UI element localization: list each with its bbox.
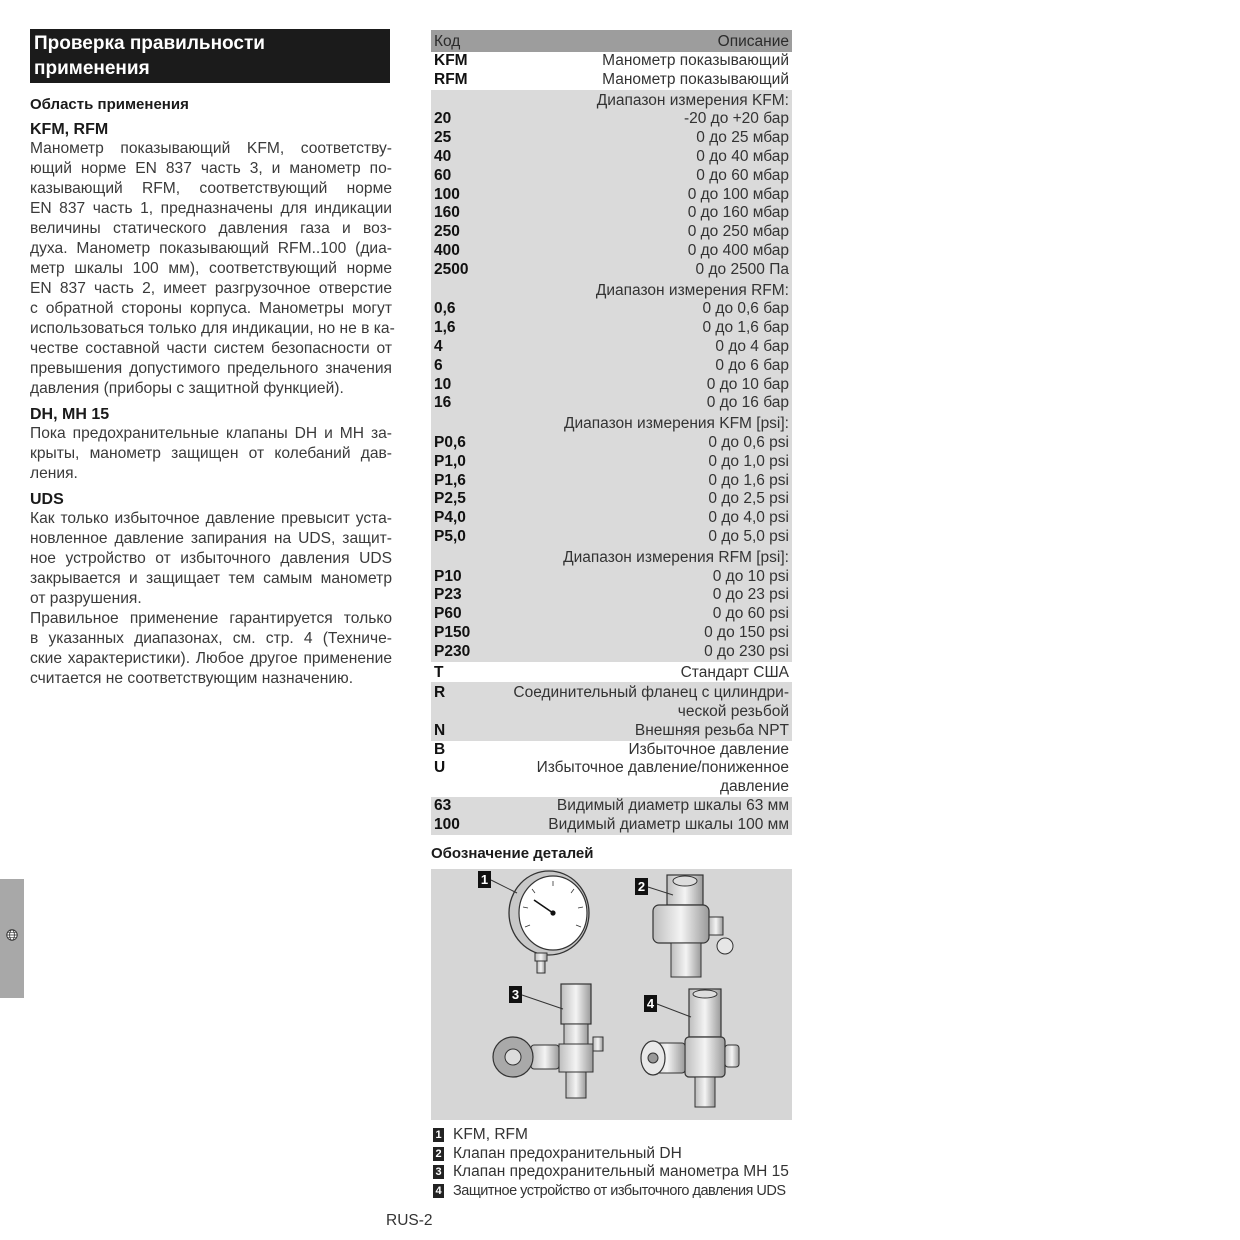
legend-text: Клапан предохранительный манометра MH 15 [453, 1163, 789, 1180]
row-code: N [434, 721, 446, 739]
dh-mh15-paragraph [30, 424, 392, 484]
row-code: T [434, 663, 444, 681]
text-line: использоваться только для индикации, но не в ка- [30, 320, 395, 337]
text-line: ления. [30, 465, 78, 482]
text-line: Правильное применение гарантируется только [30, 610, 392, 627]
row-desc: 0 до 16 бар [706, 394, 789, 412]
text-line: закрывается и защищает тем самым манометр [30, 570, 392, 587]
parts-illustration [431, 869, 792, 1120]
diameter-group [431, 797, 792, 835]
legend-text: Клапан предохранительный DH [453, 1144, 682, 1162]
table-row [434, 472, 789, 491]
row-code: P1,0 [434, 452, 466, 470]
row-code: RFM [434, 70, 468, 88]
table-row [434, 357, 789, 376]
row-code: 4 [434, 337, 443, 355]
row-code: B [434, 740, 446, 758]
table-row [434, 242, 789, 261]
row-desc [513, 684, 789, 722]
table-row [434, 300, 789, 319]
row-code: KFM [434, 52, 468, 69]
row-desc: Видимый диаметр шкалы 63 мм [556, 797, 789, 815]
row-desc-line: Избыточное давление/пониженное [536, 759, 789, 777]
table-row [434, 434, 789, 453]
row-code: P4,0 [434, 509, 466, 527]
row-code: 40 [434, 147, 452, 165]
row-code: U [434, 759, 446, 777]
table-row [434, 453, 789, 472]
page-title [30, 29, 390, 83]
text-line: ное устройство от избыточного давления UDS [30, 550, 392, 567]
row-desc: 0 до 1,0 psi [708, 452, 789, 470]
kfm-range-group [431, 90, 792, 662]
page-number: RUS-2 [386, 1212, 433, 1229]
table-row [434, 759, 789, 797]
row-code: 400 [434, 241, 460, 259]
table-row [434, 148, 789, 167]
table-row [434, 376, 789, 395]
row-desc: 0 до 0,6 бар [702, 300, 789, 318]
text-line: Пока предохранительные клапаны DH и MH за- [30, 425, 392, 442]
row-code: P10 [434, 567, 462, 585]
language-side-tab [0, 879, 24, 998]
table-row [434, 586, 789, 605]
table-row [434, 509, 789, 528]
row-desc: 0 до 25 мбар [696, 129, 789, 147]
legend-item [433, 1145, 793, 1164]
text-line: новленное давление запирания на UDS, защит- [30, 530, 392, 547]
text-line: давления (приборы с защитной функцией). [30, 380, 344, 397]
row-code: 100 [434, 185, 460, 203]
table-row [434, 204, 789, 223]
parts-title: Обозначение деталей [431, 845, 594, 862]
text-line: величины статического давления газа и воз- [30, 220, 392, 237]
page-title-line-1: Проверка правильности [34, 33, 265, 54]
row-code: 25 [434, 129, 452, 147]
callout-4: 4 [646, 996, 655, 1011]
text-line: честве составной части систем безопасности от [30, 340, 392, 357]
row-desc: 0 до 100 мбар [687, 185, 789, 203]
row-desc: 0 до 10 psi [712, 567, 789, 585]
safety-valve-dh-icon [653, 875, 733, 977]
rfm-psi-range-title: Диапазон измерения RFM [psi]: [563, 548, 789, 566]
usage-paragraph [30, 609, 392, 689]
row-desc: Манометр показывающий [602, 52, 789, 69]
table-row [434, 394, 789, 413]
row-desc: 0 до 4,0 psi [708, 509, 789, 527]
row-desc: 0 до 250 мбар [687, 223, 789, 241]
table-row [434, 741, 789, 760]
text-line: превышения допустимого предельного значения [30, 360, 392, 377]
table-row [434, 261, 789, 280]
subsection-dh-mh15: DH, MH 15 [30, 406, 110, 423]
row-desc: 0 до 60 мбар [696, 166, 789, 184]
legend-item [433, 1163, 793, 1182]
row-desc: Видимый диаметр шкалы 100 мм [548, 815, 789, 833]
row-code: 20 [434, 110, 452, 128]
row-desc: 0 до 0,6 psi [708, 433, 789, 451]
text-line: казывающий RFM, соответствующий норме [30, 180, 392, 197]
row-desc: 0 до 400 мбар [687, 241, 789, 259]
table-row [434, 568, 789, 587]
globe-icon [6, 929, 18, 941]
text-line: EN 837 часть 2, имеет разгрузочное отверстие [30, 280, 392, 297]
text-line: считается не соответствующим назначению. [30, 670, 354, 687]
table-row [434, 223, 789, 242]
row-desc: 0 до 4 бар [715, 337, 789, 355]
legend-text: Защитное устройство от избыточного давления UDS [453, 1182, 786, 1199]
type-code-table [431, 30, 792, 835]
header-code: Код [434, 33, 461, 50]
uds-paragraph [30, 509, 392, 609]
table-row [434, 605, 789, 624]
table-row [434, 129, 789, 148]
row-code: 2500 [434, 260, 469, 278]
table-row [434, 71, 789, 90]
text-line: Манометр показывающий KFM, соответству- [30, 140, 392, 157]
page-title-line-2: применения [34, 58, 150, 79]
row-desc: 0 до 2,5 psi [708, 490, 789, 508]
subsection-kfm-rfm: KFM, RFM [30, 121, 109, 138]
row-desc: 0 до 1,6 бар [702, 319, 789, 337]
table-row [434, 624, 789, 643]
legend-number: 3 [433, 1165, 444, 1179]
left-column [30, 29, 395, 689]
callout-1: 1 [480, 872, 489, 887]
row-code: P60 [434, 605, 462, 623]
legend-number: 2 [433, 1147, 444, 1161]
text-line: Как только избыточное давление превысит уста- [30, 510, 392, 527]
legend-item [433, 1126, 793, 1145]
table-row [434, 816, 789, 835]
row-code: 6 [434, 356, 443, 374]
row-code: 16 [434, 394, 452, 412]
kfm-range-title: Диапазон измерения KFM: [596, 91, 789, 109]
callout-2: 2 [637, 879, 646, 894]
text-line: духа. Манометр показывающий RFM..100 (диа- [30, 240, 392, 257]
subsection-uds: UDS [30, 491, 64, 508]
row-code: P1,6 [434, 471, 466, 489]
text-line: от разрушения. [30, 590, 142, 607]
row-code: P23 [434, 586, 462, 604]
row-code: 250 [434, 223, 460, 241]
row-code: 63 [434, 797, 452, 815]
row-desc: Стандарт США [680, 663, 789, 681]
row-desc: Избыточное давление [628, 740, 789, 758]
table-row [434, 110, 789, 129]
row-code: 0,6 [434, 300, 456, 318]
row-desc: -20 до +20 бар [683, 110, 789, 128]
row-code: R [434, 684, 446, 702]
table-row [434, 167, 789, 186]
header-description: Описание [717, 33, 789, 50]
text-line: в указанных диапазонах, см. стр. 4 (Техниче- [30, 630, 392, 647]
row-code: 1,6 [434, 319, 456, 337]
row-desc: Внешняя резьба NPT [634, 721, 789, 739]
kfm-rfm-paragraph [30, 139, 395, 399]
table-row [434, 684, 789, 722]
legend-item [433, 1182, 793, 1201]
row-desc: 0 до 40 мбар [696, 147, 789, 165]
row-desc: 0 до 23 psi [712, 586, 789, 604]
row-code: 60 [434, 166, 452, 184]
row-desc: 0 до 6 бар [715, 356, 789, 374]
table-row [434, 338, 789, 357]
pressure-gauge-icon [509, 871, 589, 973]
row-code: P5,0 [434, 527, 466, 545]
row-code: P0,6 [434, 433, 466, 451]
kfm-psi-range-title: Диапазон измерения KFM [psi]: [564, 415, 789, 433]
table-row [434, 52, 789, 71]
row-desc-line: Соединительный фланец с цилиндри- [513, 684, 789, 702]
table-row [434, 722, 789, 741]
type-group [431, 52, 792, 90]
pressure-type-group [431, 741, 792, 797]
table-row [434, 528, 789, 547]
standard-group [431, 662, 792, 683]
text-line: метр шкалы 100 мм), соответствующий норме [30, 260, 392, 277]
text-line: ские характеристики). Любое другое применение [30, 650, 392, 667]
row-desc: 0 до 230 psi [704, 642, 789, 660]
row-desc: Манометр показывающий [602, 70, 789, 88]
connection-group [431, 682, 792, 740]
legend-text: KFM, RFM [453, 1126, 528, 1143]
section-title-scope: Область применения [30, 96, 189, 113]
rfm-range-title: Диапазон измерения RFM: [595, 281, 789, 299]
text-line: крыты, манометр защищен от колебаний дав- [30, 445, 392, 462]
parts-drawing [431, 869, 792, 1120]
table-row [434, 664, 789, 683]
row-code: P150 [434, 623, 471, 641]
row-code: P230 [434, 642, 471, 660]
callout-3: 3 [511, 987, 520, 1002]
row-desc: 0 до 2500 Па [695, 260, 789, 278]
table-row [434, 490, 789, 509]
row-code: P2,5 [434, 490, 466, 508]
text-line: ющий норме EN 837 часть 3, и манометр по- [30, 160, 392, 177]
row-desc: 0 до 1,6 psi [708, 471, 789, 489]
legend-number: 1 [433, 1128, 444, 1142]
row-desc: 0 до 160 мбар [687, 204, 789, 222]
row-desc: 0 до 5,0 psi [708, 527, 789, 545]
row-desc-line: ческой резьбой [677, 703, 789, 721]
parts-legend [433, 1126, 793, 1200]
row-code: 10 [434, 375, 452, 393]
table-row [434, 319, 789, 338]
table-header [431, 30, 792, 52]
row-desc: 0 до 60 psi [712, 605, 789, 623]
row-code: 160 [434, 204, 460, 222]
row-desc: 0 до 10 бар [706, 375, 789, 393]
text-line: с обратной стороны корпуса. Манометры могут [30, 300, 392, 317]
text-line: EN 837 часть 1, предназначены для индикации [30, 200, 392, 217]
table-row [434, 797, 789, 816]
table-row [434, 186, 789, 205]
row-desc [537, 759, 789, 797]
row-desc-line: давление [719, 778, 789, 796]
table-row [434, 643, 789, 662]
row-desc: 0 до 150 psi [704, 623, 789, 641]
row-code: 100 [434, 815, 460, 833]
legend-number: 4 [433, 1184, 444, 1198]
